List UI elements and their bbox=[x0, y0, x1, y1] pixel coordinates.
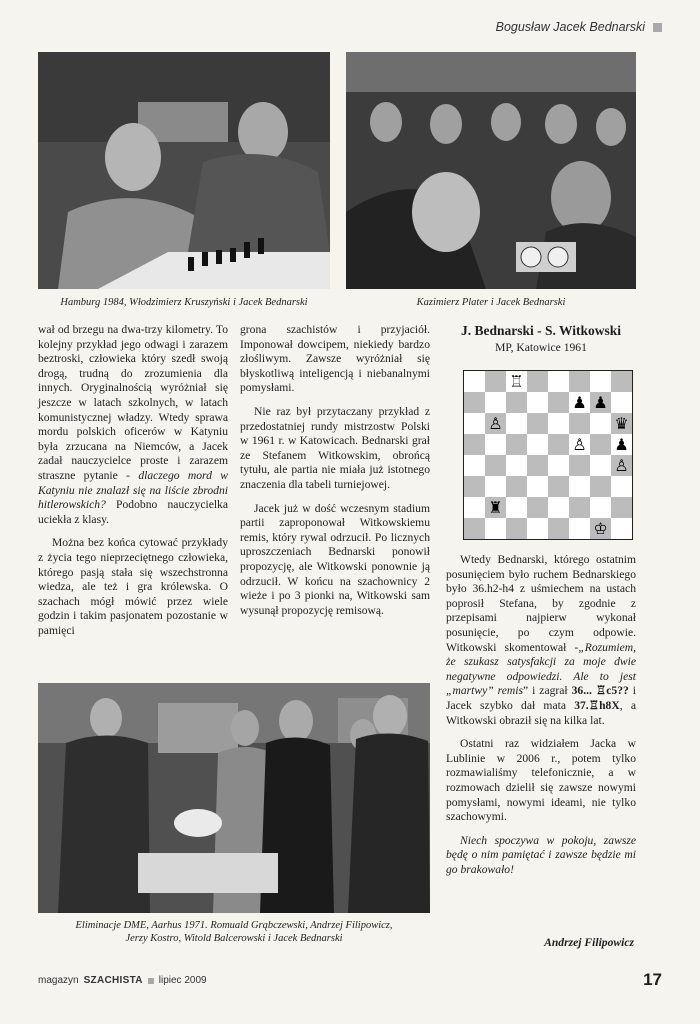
white-pawn-b6-icon: ♙ bbox=[488, 414, 503, 433]
board-square bbox=[569, 518, 590, 539]
footer-magazine-name: SZACHISTA bbox=[83, 975, 143, 986]
board-square bbox=[485, 434, 506, 455]
board-square bbox=[611, 371, 632, 392]
board-square bbox=[485, 455, 506, 476]
col2-paragraph-2: Nie raz był przytaczany przykład z przedostatniej rundy mistrzostw Polski w 1961 r. w Katowicach. Bednarski grał ze Stefanem Witkowskim, obrońcą tytułu, ale partia nie miała już istotnego znaczenia dla tabeli turniejowej. bbox=[240, 404, 430, 491]
board-square bbox=[590, 455, 611, 476]
board-square bbox=[464, 371, 485, 392]
white-pawn-h4-icon: ♙ bbox=[614, 456, 629, 475]
footer-square-icon bbox=[148, 978, 154, 984]
board-square bbox=[611, 476, 632, 497]
black-rook-b2-icon: ♜ bbox=[488, 498, 503, 517]
board-square bbox=[527, 392, 548, 413]
photo1-caption: Hamburg 1984, Włodzimierz Kruszyński i Jacek Bednarski bbox=[60, 297, 308, 308]
board-square bbox=[590, 434, 611, 455]
board-square bbox=[527, 434, 548, 455]
board-square bbox=[590, 476, 611, 497]
page-number: 17 bbox=[643, 970, 662, 989]
board-square bbox=[590, 497, 611, 518]
photo-plater-bednarski bbox=[346, 52, 636, 289]
footer-issue: lipiec 2009 bbox=[158, 975, 207, 986]
board-square bbox=[464, 434, 485, 455]
board-square bbox=[548, 455, 569, 476]
col3-paragraph-1: Wtedy Bednarski, którego ostatnim posunięciem było ruchem Bednarskiego było 36.h2-h4 z uśmiechem na ustach poprosił Stefana, by zgodnie z przepisami najpierw wykonał posunięcie, po czym odpowie. Witkowski skomentował -„Rozumiem, że szukasz satysfakcji za moje dwie negatywne odpowiedzi. Ale to jest „martwy” remis” i zagrał 36... ♖c5?? i Jacek szybko dał mata 37.♖h8X, a Witkowski obraził się na kilka lat. bbox=[446, 553, 636, 727]
footer-magazine-prefix: magazyn bbox=[38, 975, 79, 986]
board-square bbox=[548, 434, 569, 455]
chess-diagram bbox=[463, 370, 633, 540]
board-square bbox=[611, 497, 632, 518]
board-square bbox=[464, 455, 485, 476]
board-square bbox=[569, 455, 590, 476]
board-square bbox=[548, 371, 569, 392]
col2-paragraph-1: grona szachistów i przyjaciół. Imponował dowcipem, niekiedy bardzo złośliwym. Zawsze wyróżniał się błyskotliwą inteligencją i niebanalnymi pomysłami. bbox=[240, 323, 430, 395]
board-square bbox=[485, 392, 506, 413]
black-pawn-g7-icon: ♟ bbox=[593, 393, 608, 412]
photo3-caption-line2: Jerzy Kostro, Witold Balcerowski i Jacek Bednarski bbox=[125, 933, 343, 944]
board-square bbox=[464, 392, 485, 413]
col1-paragraph-1: wał od brzegu na dwa-trzy kilometry. To kolejny przykład jego odwagi i zarazem beztroski, człowieka który szedł swoją drogą, trudną do zrozumienia dla innych. Oryginalnością wyróżniał się jeszcze w latach szkolnych, w latach komunistycznej władzy. Wtedy sprawa mordu polskich oficerów w Katyniu była zrzucana na Niemców, a Jacek zadał nauczycielce proste i zarazem straszne pytanie - dlaczego mord w Katyniu nie znalazł się na liście zbrodni hitlerowskich? Podobno nauczycielka uciekła z klasy. bbox=[38, 323, 228, 526]
board-square bbox=[464, 476, 485, 497]
board-square bbox=[569, 413, 590, 434]
photo-aarhus-1971 bbox=[38, 683, 430, 913]
board-square bbox=[485, 476, 506, 497]
white-rook-d8-icon: ♖ bbox=[509, 372, 524, 391]
col3-paragraph-3: Niech spoczywa w pokoju, zawsze będę o nim pamiętać i zawsze będzie mi go brakowało! bbox=[446, 833, 636, 876]
white-pawn-f5-icon: ♙ bbox=[572, 435, 587, 454]
board-square bbox=[548, 392, 569, 413]
board-square bbox=[548, 518, 569, 539]
board-square bbox=[464, 413, 485, 434]
move-36: 36... ♖c5?? bbox=[571, 684, 629, 698]
board-square bbox=[485, 371, 506, 392]
board-square bbox=[611, 518, 632, 539]
header-author: Bogusław Jacek Bednarski bbox=[495, 20, 645, 34]
board-square bbox=[527, 371, 548, 392]
board-square bbox=[569, 476, 590, 497]
board-square bbox=[506, 497, 527, 518]
col2-paragraph-3: Jacek już w dość wczesnym stadium partii zaproponował Witkowskiemu remis, który rywal odrzucił. Po licznych uproszczeniach Bednarski ponowił propozycję, ale Witkowski ponownie ją odrzucił. W końcu na szachownicy 2 wieże i po 3 pionki na, Witkowski sam wysunął propozycję remisową. bbox=[240, 501, 430, 617]
board-square bbox=[527, 497, 548, 518]
board-square bbox=[548, 497, 569, 518]
board-square bbox=[590, 371, 611, 392]
running-header bbox=[496, 20, 662, 34]
board-square bbox=[506, 392, 527, 413]
board-square bbox=[527, 476, 548, 497]
article-column-2 bbox=[240, 323, 430, 618]
board-square bbox=[527, 413, 548, 434]
game-subtitle: MP, Katowice 1961 bbox=[495, 341, 587, 354]
page-footer bbox=[38, 975, 207, 986]
board-square bbox=[590, 413, 611, 434]
board-square bbox=[569, 371, 590, 392]
board-square bbox=[506, 518, 527, 539]
signature: Andrzej Filipowicz bbox=[544, 936, 634, 949]
board-square bbox=[506, 476, 527, 497]
board-square bbox=[611, 392, 632, 413]
article-column-3 bbox=[446, 553, 636, 877]
board-square bbox=[548, 476, 569, 497]
black-pawn-h5-icon: ♟ bbox=[614, 435, 629, 454]
board-square bbox=[506, 455, 527, 476]
board-square bbox=[527, 455, 548, 476]
header-square-icon bbox=[653, 23, 662, 32]
photo3-caption-line1: Eliminacje DME, Aarhus 1971. Romuald Grąbczewski, Andrzej Filipowicz, bbox=[75, 920, 393, 931]
move-37: 37.♖h8X bbox=[574, 698, 620, 712]
board-square bbox=[506, 413, 527, 434]
col1-paragraph-2: Można bez końca cytować przykłady z życia tego nieprzeciętnego człowieka, którego pasją stała się wszechstronna wiedza, ale też i gra królewska. O szachach mógł mówić przez wiele godzin i takim pasjonatem pozostanie w pamięci bbox=[38, 536, 228, 637]
article-column-1 bbox=[38, 323, 228, 638]
photo-hamburg-1984 bbox=[38, 52, 330, 289]
board-square bbox=[569, 497, 590, 518]
board-square bbox=[464, 497, 485, 518]
black-queen-h6-icon: ♛ bbox=[614, 414, 629, 433]
board-square bbox=[527, 518, 548, 539]
board-square bbox=[506, 434, 527, 455]
white-king-g1-icon: ♔ bbox=[593, 519, 608, 538]
photo2-caption: Kazimierz Plater i Jacek Bednarski bbox=[416, 297, 566, 308]
black-pawn-f7-icon: ♟ bbox=[572, 393, 587, 412]
board-square bbox=[464, 518, 485, 539]
game-title: J. Bednarski - S. Witkowski bbox=[460, 323, 622, 338]
board-square bbox=[485, 518, 506, 539]
board-square bbox=[548, 413, 569, 434]
col3-paragraph-2: Ostatni raz widziałem Jacka w Lublinie w 2006 r., potem tylko rozmawialiśmy telefonicznie, a w rozmowach dzielił się zawsze nowymi pomysłami, nowymi ideami, nie tylko szachowymi. bbox=[446, 737, 636, 824]
